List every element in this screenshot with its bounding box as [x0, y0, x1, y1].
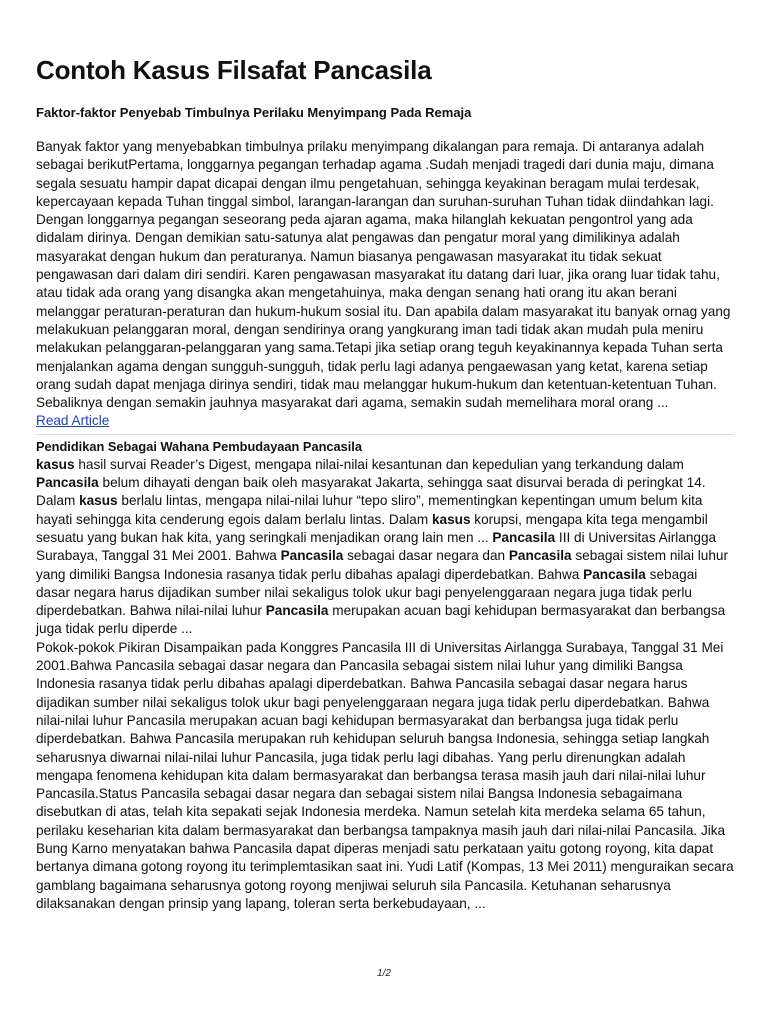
excerpt-keyword: Pancasila [265, 603, 329, 619]
excerpt-text: sebagai sistem nilai luhur yang dimiliki Bangsa Indonesia rasanya tidak perlu dibahas apalagi diperdebatkan. Bahwa [36, 548, 729, 582]
document-page [36, 52, 734, 913]
excerpt-text: belum dihayati dengan baik oleh masyarakat Jakarta, sehingga saat disurvai berada di peringkat 14. Dalam [36, 475, 706, 509]
page-title: Contoh Kasus Filsafat Pancasila [36, 55, 432, 85]
section-divider [36, 434, 734, 435]
excerpt-text: III di Universitas Airlangga Surabaya, Tanggal 31 Mei 2001. Bahwa [36, 529, 717, 564]
excerpt-text: berlalu lintas, mengapa nilai-nilai luhur “tepo sliro”, mementingkan kepentingan umum belum kita hayati sehingga kita cenderung egois dalam berlalu lintas. Dalam [36, 493, 703, 527]
excerpt-text: merupakan acuan bagi kehidupan bermasyarakat dan berbangsa juga tidak perlu diperde ... [36, 603, 726, 637]
excerpt-text: sebagai dasar negara dan [343, 548, 509, 564]
excerpt-text: hasil survai Reader’s Digest, mengapa nilai-nilai kesantunan dan kepedulian yang terkandung dalam [74, 456, 684, 472]
excerpt-keyword: Pancasila [583, 566, 646, 582]
excerpt-keyword: Pancasila [492, 529, 556, 545]
excerpt-text: korupsi, mengapa kita tega mengambil sesuatu yang bukan hak kita, yang seringkali menjadikan orang lain men ... [36, 511, 708, 545]
article-2-body: Pokok-pokok Pikiran Disampaikan pada Konggres Pancasila III di Universitas Airlangga Surabaya, Tanggal 31 Mei 2001.Bahwa Pancasila sebagai dasar negara dan Pancasila sebagai sistem nilai luhur yang dimiliki Bangsa Indonesia rasanya tidak perlu dibahas apalagi diperdebatkan. Bahwa Pancasila sebagai dasar negara harus dijadikan sumber nilai sekaligus tolok ukur bagi penyelenggaraan negara juga tidak perlu diperdebatkan. Bahwa nilai-nilai luhur Pancasila merupakan acuan bagi kehidupan bermasyarakat dan berbangsa juga tidak perlu diperdebatkan. Bahwa Pancasila merupakan ruh kehidupan seluruh bangsa Indonesia, sehingga setiap langkah seharusnya diwarnai nilai-nilai luhur Pancasila, juga tidak perlu lagi dibahas. Yang perlu direnungkan adalah mengapa fenomena kehidupan kita dalam bermasyarakat dan berbangsa terasa masih jauh dari nilai-nilai luhur Pancasila.Status Pancasila sebagai dasar negara dan sebagai sistem nilai Bangsa Indonesia sebagaimana disebutkan di atas, telah kita sepakati sejak Indonesia merdeka. Namun setelah kita merdeka selama 65 tahun, perilaku keseharian kita dalam bermasyarakat dan berbangsa tampaknya masih jauh dari nilai-nilai Pancasila. Jika Bung Karno menyatakan bahwa Pancasila dapat diperas menjadi satu perkataan yaitu gotong royong, kita dapat bertanya dimana gotong royong itu terimplemtasikan saat ini. Yudi Latif (Kompas, 13 Mei 2011) menguraikan secara gamblang bagaimana seharusnya gotong royong menjiwai seluruh sila Pancasila. Ketuhanan seharusnya dilaksanakan dengan prinsip yang lapang, toleran serta berkebudayaan, ... [36, 639, 734, 911]
read-article-link[interactable]: Read Article [36, 413, 110, 429]
excerpt-keyword: Pancasila [36, 475, 99, 491]
excerpt-keyword: kasus [36, 456, 75, 472]
article-1-heading: Faktor-faktor Penyebab Timbulnya Perilaku Menyimpang Pada Remaja [36, 105, 472, 120]
excerpt-keyword: Pancasila [280, 548, 344, 564]
page-number: 1/2 [377, 968, 391, 979]
excerpt-keyword: Pancasila [508, 548, 572, 564]
excerpt-keyword: kasus [79, 493, 118, 509]
excerpt-text: sebagai dasar negara harus dijadikan sumber nilai sekaligus tolok ukur bagi penyelenggaraan negara juga tidak perlu diperdebatkan. Bahwa nilai-nilai luhur [36, 566, 698, 619]
article-2-heading: Pendidikan Sebagai Wahana Pembudayaan Pancasila [36, 438, 362, 454]
article-1-body: Banyak faktor yang menyebabkan timbulnya prilaku menyimpang dikalangan para remaja. Di antaranya adalah sebagai berikutPertama, longgarnya pegangan terhadap agama .Sudah menjadi tragedi dari dunia maju, dimana segala sesuatu hampir dapat dicapai dengan ilmu pengetahuan, sehingga keyakinan beragam mulai terdesak, kepercayaan kepada Tuhan tinggal simbol, larangan-larangan dan suruhan-suruhan Tuhan tidak diindahkan lagi. Dengan longgarnya pegangan seseorang peda ajaran agama, maka hilanglah kekuatan pengontrol yang ada didalam dirinya. Dengan demikian satu-satunya alat pengawas dan pengatur moral yang dimilikinya adalah masyarakat dengan hukum dan peraturanya. Namun biasanya pengawasan masyarakat itu tidak sekuat pengawasan dari dalam diri sendiri. Karen pengawasan masyarakat itu datang dari luar, jika orang luar tidak tahu, atau tidak ada orang yang disangka akan mengetahuinya, maka dengan senang hati orang itu akan berani melanggar peraturan-peraturan dan hukum-hukum sosial itu. Dan apabila dalam masyarakat itu banyak ornag yang melakukuan pelanggaran moral, dengan sendirinya orang yangkurang iman tadi tidak akan mudah pula meniru melakukan pelanggaran-pelanggaran yang sama.Tetapi jika setiap orang teguh keyakinannya kepada Tuhan serta menjalankan agama dengan sungguh-sungguh, tidak perlu lagi adanya pengaewasan yang ketat, karena setiap orang sudah dapat menjaga dirinya sendiri, tidak mau melanggar hukum-hukum dan ketentuan-ketentuan Tuhan. Sebaliknya dengan semakin jauhnya masyarakat dari agama, semakin sudah memelihara moral orang ... [36, 139, 731, 411]
article-2-excerpt [36, 456, 734, 639]
excerpt-keyword: kasus [431, 511, 471, 527]
